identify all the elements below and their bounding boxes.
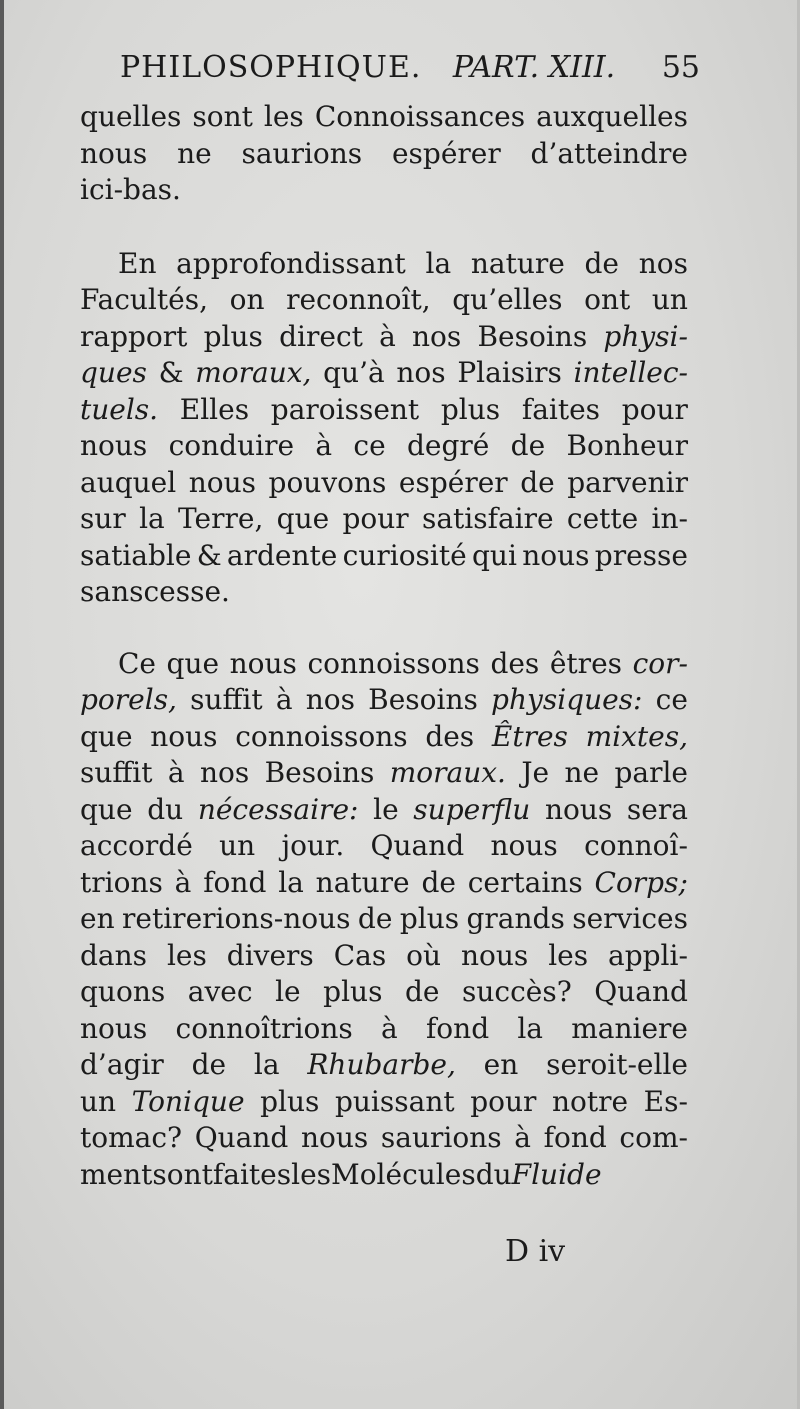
word: nécessaire: (197, 792, 359, 826)
word: nous (522, 538, 590, 572)
running-head: PHILOSOPHIQUE. (120, 50, 422, 85)
word: nos (199, 756, 250, 789)
text-line (80, 1084, 688, 1121)
paragraph-gap (80, 209, 688, 246)
text-line (80, 282, 688, 319)
word: de (421, 865, 456, 899)
word: à (167, 756, 185, 789)
word: physi- (603, 319, 688, 353)
word: la (517, 1011, 543, 1045)
body-text (80, 99, 688, 1193)
word: en (483, 1048, 519, 1081)
word: sont (192, 100, 253, 133)
word: qui (471, 538, 517, 572)
word: nous (490, 829, 558, 862)
text-line (80, 974, 688, 1011)
word: sur (80, 502, 126, 535)
word: Rhubarbe, (307, 1048, 456, 1081)
text-line (80, 136, 688, 173)
word: connoî- (584, 829, 688, 862)
word: nos (638, 246, 688, 280)
word: paroissent (270, 392, 420, 426)
word: ce (655, 683, 688, 716)
word: ici-bas. (80, 173, 181, 206)
word: qu’à (323, 356, 385, 389)
word: Besoins (368, 683, 478, 716)
word: les (548, 938, 589, 972)
word: un (219, 829, 256, 862)
word: de (191, 1048, 227, 1081)
word: d’atteindre (530, 136, 688, 170)
paragraph-gap (80, 611, 688, 646)
word: la (278, 865, 304, 899)
word: de (510, 429, 546, 462)
word: suffit (190, 683, 263, 716)
text-line (80, 901, 688, 938)
word: nos (305, 683, 355, 716)
word: grands (466, 902, 565, 935)
word: la (253, 1048, 280, 1081)
word: en (80, 902, 115, 935)
word: faites (521, 392, 601, 426)
word: nous (80, 136, 148, 170)
word: tuels. (80, 392, 159, 426)
paragraph (80, 246, 688, 611)
word: & (196, 538, 222, 572)
word: que (80, 719, 133, 753)
word: nous (80, 429, 148, 462)
word: connoîtrions (175, 1011, 353, 1045)
word: nous (544, 792, 613, 826)
word: sans (80, 575, 144, 608)
word: ne (564, 756, 600, 789)
word: saurions (380, 1121, 502, 1154)
text-line (80, 355, 688, 392)
text-line (80, 501, 688, 538)
word: satisfaire (421, 502, 554, 535)
page-edge-left (0, 0, 4, 1409)
word: à (315, 429, 333, 462)
text-line (80, 719, 688, 756)
word: nous (188, 465, 257, 499)
word: fond (203, 865, 267, 899)
word: pour (621, 392, 688, 426)
text-line (80, 646, 688, 683)
word: plus (260, 1084, 320, 1118)
word: les (263, 100, 304, 133)
page-number: 55 (661, 50, 700, 85)
word: services (572, 902, 688, 935)
word: nature (315, 865, 410, 899)
word: des (490, 646, 540, 680)
word: cesse. (143, 575, 230, 608)
word: êtres (549, 646, 623, 680)
word: pouvons (268, 465, 387, 499)
text-line (80, 538, 688, 575)
word: Facultés, (80, 283, 208, 316)
word: moraux, (195, 356, 312, 389)
text-line (80, 1157, 688, 1194)
word: Quand (194, 1121, 289, 1154)
word: reconnoît, (286, 283, 431, 316)
word: un (80, 1084, 117, 1118)
word: Je (521, 756, 550, 789)
word: succès? (462, 975, 572, 1008)
word: à (174, 865, 192, 899)
word: appli- (608, 938, 688, 972)
word: Besoins (477, 319, 588, 353)
word: Quand (594, 975, 688, 1008)
word: seroit-elle (546, 1048, 688, 1081)
text-line (80, 172, 688, 209)
word: porels, (80, 683, 177, 716)
word: presse (594, 538, 688, 572)
word: com- (619, 1121, 688, 1154)
word: que (276, 502, 330, 535)
text-line (80, 755, 688, 792)
word: sont (152, 1157, 213, 1191)
word: Besoins (264, 756, 375, 789)
signature-mark: D iv (505, 1234, 566, 1269)
part-number: PART. XIII. (452, 50, 616, 85)
word: plus (399, 902, 460, 935)
word: où (406, 938, 442, 972)
word: retirerions-nous (122, 902, 351, 935)
word: les (166, 938, 207, 972)
word: cor- (632, 646, 688, 680)
word: degré (406, 429, 490, 462)
word: à (514, 1121, 531, 1154)
text-line (80, 1011, 688, 1048)
word: ce (353, 429, 386, 462)
word: sera (626, 792, 688, 826)
word: fond (425, 1011, 490, 1045)
word: saurions (241, 136, 363, 170)
word: divers (226, 938, 314, 972)
word: plus (323, 975, 383, 1008)
word: ne (177, 136, 212, 170)
word: à (381, 1011, 398, 1045)
word: nos (412, 319, 462, 353)
text-line (80, 574, 688, 611)
word: parvenir (567, 465, 688, 499)
word: ont (584, 283, 631, 316)
word: pour (470, 1084, 537, 1118)
word: espérer (398, 465, 508, 499)
word: quons (80, 975, 166, 1008)
text-line (80, 865, 688, 902)
word: de (404, 975, 440, 1008)
word: du (475, 1157, 512, 1191)
word: mixtes, (585, 719, 688, 753)
word: auquel (80, 465, 177, 499)
word: Quand (370, 829, 465, 862)
text-line (80, 246, 688, 283)
word: Êtres (491, 719, 568, 753)
word: de (520, 465, 555, 499)
word: la (425, 246, 452, 280)
word: dans (80, 938, 148, 972)
word: certains (467, 865, 583, 899)
word: avec (187, 975, 253, 1008)
word: direct (279, 319, 363, 353)
word: curiosité (342, 538, 467, 572)
word: tomac? (80, 1121, 183, 1154)
paragraph (80, 646, 688, 1194)
word: quelles (80, 100, 182, 133)
word: maniere (571, 1011, 688, 1045)
word: d’agir (80, 1048, 164, 1081)
word: nous (229, 646, 297, 680)
word: physiques: (491, 683, 643, 716)
text-line (80, 828, 688, 865)
word: Connoissances (314, 100, 526, 133)
word: nous (80, 1011, 148, 1045)
word: satiable (80, 538, 192, 572)
word: à (275, 683, 293, 716)
word: in- (651, 502, 688, 535)
word: ment (80, 1157, 153, 1191)
text-line (80, 1120, 688, 1157)
word: nous (460, 938, 529, 972)
word: Es- (643, 1084, 688, 1118)
word: que (166, 646, 220, 680)
word: de (584, 246, 619, 280)
word: suffit (80, 756, 153, 789)
word: la (139, 502, 165, 535)
word: connoissons (307, 646, 480, 680)
word: des (425, 719, 475, 753)
word: le (373, 792, 399, 826)
word: ardente (226, 538, 338, 572)
text-line (80, 428, 688, 465)
word: rapport (80, 319, 188, 353)
word: qu’elles (452, 283, 563, 316)
word: fond (543, 1121, 607, 1154)
word: auxquelles (536, 100, 688, 133)
word: superflu (413, 792, 531, 826)
word: un (651, 283, 688, 316)
word: Bonheur (566, 429, 688, 462)
text-line (80, 792, 688, 829)
word: cette (566, 502, 639, 535)
word: & (158, 356, 184, 389)
word: approfondissant (176, 246, 406, 280)
word: En (118, 246, 157, 280)
word: plus (440, 392, 501, 426)
word: Plaisirs (457, 356, 562, 389)
word: moraux. (389, 756, 506, 789)
word: espérer (391, 136, 501, 170)
word: trions (80, 865, 163, 899)
word: intellec- (573, 356, 688, 389)
word: nous (300, 1121, 369, 1154)
text-line (80, 99, 688, 136)
word: Terre, (178, 502, 264, 535)
word: nous (150, 719, 218, 753)
word: notre (551, 1084, 629, 1118)
text-line (80, 465, 688, 502)
word: les (291, 1157, 332, 1191)
word: Tonique (131, 1084, 245, 1118)
word: nos (396, 356, 446, 389)
word: Molécules (331, 1157, 476, 1191)
paragraph (80, 99, 688, 209)
text-line (80, 938, 688, 975)
word: pour (342, 502, 409, 535)
word: Ce (118, 646, 156, 680)
word: ques (80, 356, 147, 389)
word: puissant (334, 1084, 455, 1118)
word: jour. (281, 829, 345, 862)
word: conduire (168, 429, 295, 462)
text-line (80, 319, 688, 356)
word: de (357, 902, 393, 935)
word: connoissons (235, 719, 408, 753)
word: parle (614, 756, 688, 789)
word: à (379, 319, 396, 353)
word: le (275, 975, 301, 1008)
word: Corps; (594, 865, 688, 899)
word: du (147, 792, 184, 826)
word: on (229, 283, 265, 316)
page-header (120, 46, 700, 90)
text-line (80, 392, 688, 429)
word: nature (470, 246, 565, 280)
word: Elles (179, 392, 250, 426)
word: accordé (80, 829, 193, 862)
word: Cas (333, 938, 387, 972)
word: que (80, 792, 133, 826)
word: plus (203, 319, 263, 353)
word: Fluide (511, 1157, 602, 1191)
text-line (80, 682, 688, 719)
text-line (80, 1047, 688, 1084)
word: faites (212, 1157, 292, 1191)
